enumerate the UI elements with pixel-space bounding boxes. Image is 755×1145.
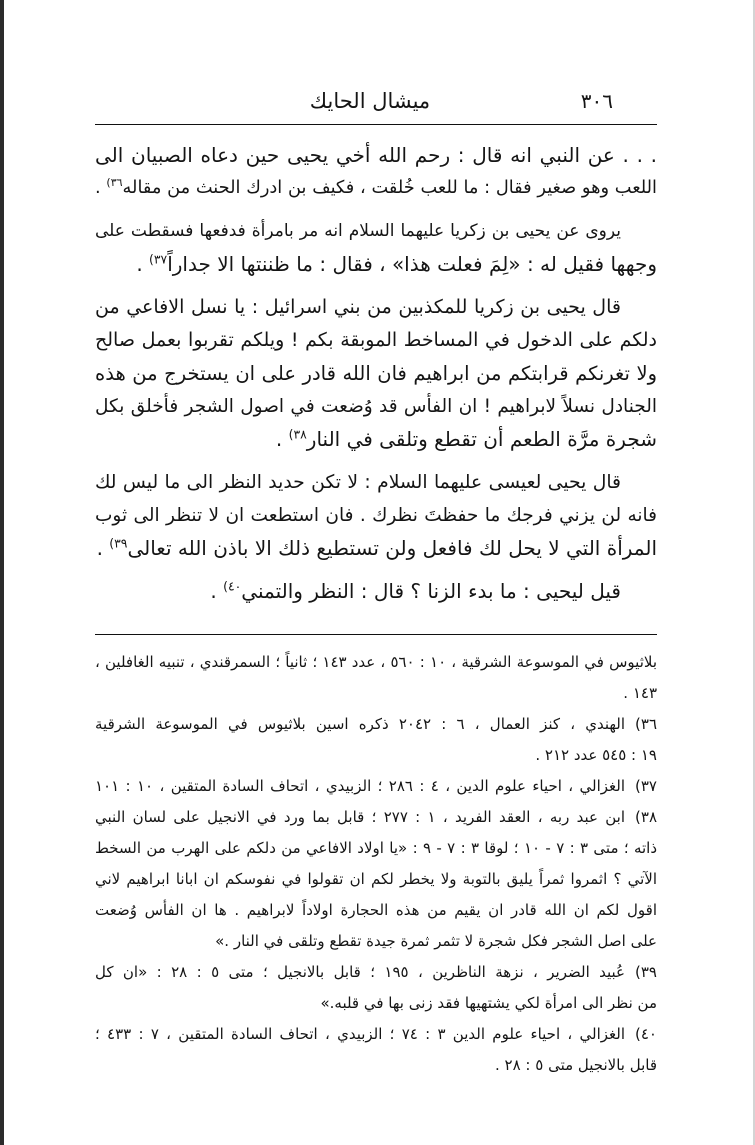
footnote-line: [95, 802, 657, 833]
main-text: [95, 139, 657, 618]
footnote-line: بلاثيوس في الموسوعة الشرقية ، ١٠ : ٥٦٠ ، عدد ١٤٣ ؛ ثانياً ؛ السمرقندي ، تنبيه الغافلين ،: [95, 653, 657, 671]
paragraph: [95, 139, 657, 205]
footnote-rule: [95, 634, 657, 635]
end-punctuation: .: [136, 252, 150, 276]
end-punctuation: .: [95, 178, 107, 198]
footnote-continued: [95, 647, 657, 709]
footnote-marker: ٣٨): [635, 808, 658, 826]
line-text: اللعب وهو صغير فقال : ما للعب خُلقت ، فكيف بن ادرك الحنث من مقاله: [122, 178, 657, 198]
line-text: قيل ليحيى : ما بدء الزنا ؟ قال : النظر والتمني: [241, 579, 621, 603]
paragraph: [95, 575, 657, 608]
page-number: ٣٠٦: [580, 89, 613, 113]
footnote-40: [95, 1019, 657, 1081]
text-line: دلكم على الدخول في المساخط الموبقة بكم ! ويلكم تقربوا بعمل صالح: [95, 329, 657, 351]
footnote-text: عُبيد الضرير ، نزهة الناظرين ، ١٩٥ ؛ قابل بالانجيل ؛ متى ٥ : ٢٨ : «ان كل: [95, 963, 626, 981]
footnote-ref: ٣٦): [106, 176, 123, 190]
text-line: [95, 532, 657, 565]
paragraph: [95, 466, 657, 565]
end-punctuation: .: [96, 536, 110, 560]
footnote-ref: ٣٨): [288, 426, 307, 442]
line-text: المرأة التي لا يحل لك فافعل ولن تستطيع ذلك الا باذن الله تعالى: [127, 536, 657, 560]
text-line: [95, 575, 657, 608]
footnote-37: [95, 771, 657, 802]
footnote-marker: ٣٦): [635, 715, 658, 733]
scan-edge: [0, 0, 4, 1145]
footnote-line: ١٤٣ .: [623, 684, 657, 702]
footnote-ref: ٤٠): [223, 578, 242, 594]
text-line: الجنادل نسلاً لابراهيم ! ان الفأس قد وُضعت في اصول الشجر فأخلق بكل: [95, 396, 657, 417]
footnote-line: ١٩ : ٥٤٥ عدد ٢١٢ .: [535, 746, 657, 764]
paragraph: [95, 215, 657, 281]
footnote-line: [95, 771, 657, 802]
footnote-text: الغزالي ، احياء علوم الدين ، ٤ : ٢٨٦ ؛ الزبيدي ، اتحاف السادة المتقين ، ١٠ : ١٠١: [95, 777, 626, 795]
footnote-line: [95, 709, 657, 740]
footnotes: [95, 647, 657, 1081]
footnote-marker: ٣٩): [635, 963, 657, 981]
text-line: [95, 172, 657, 205]
text-line: قال يحيى بن زكريا للمكذبين من بني اسرائيل : يا نسل الافاعي من: [95, 296, 621, 318]
page-header: [95, 84, 657, 118]
text-line: قال يحيى لعيسى عليهما السلام : لا تكن حديد النظر الى ما ليس لك: [95, 472, 621, 493]
footnote-38: [95, 802, 657, 957]
text-line: [95, 423, 657, 456]
footnote-line: اقول لكم ان الله قادر ان يقيم من هذه الحجارة اولاداً لابراهيم . ها ان الفأس وُضعت: [95, 901, 657, 919]
footnote-line: [95, 1019, 657, 1050]
footnote-text: ابن عبد ربه ، العقد الفريد ، ١ : ٢٧٧ ؛ قابل بما ورد في الانجيل على لسان النبي: [95, 808, 626, 826]
footnote-marker: ٣٧): [635, 777, 657, 795]
footnote-line: قابل بالانجيل متى ٥ : ٢٨ .: [494, 1056, 657, 1074]
footnote-text: الغزالي ، احياء علوم الدين ٣ : ٧٤ ؛ الزبيدي ، اتحاف السادة المتقين ، ٧ : ٤٣٣ ؛: [95, 1025, 625, 1043]
paragraph: [95, 291, 657, 456]
footnote-36: [95, 709, 657, 771]
text-line: . . . عن النبي انه قال : رحم الله أخي يحيى حين دعاه الصبيان الى: [95, 143, 657, 167]
running-title: ميشال الحايك: [309, 89, 431, 113]
footnote-39: [95, 957, 657, 1019]
footnote-line: الآتي ؟ اثمروا ثمراً يليق بالتوبة ولا يخطر لكم ان تقولوا في نفوسكم ان ابانا ابراهيم لاني: [95, 870, 657, 888]
footnote-line: ذاته ؛ متى ٣ : ٧ - ١٠ ؛ لوقا ٣ : ٧ - ٩ : «يا اولاد الافاعي من دلكم على الهرب من السخط: [95, 839, 658, 857]
text-line: [95, 248, 657, 281]
line-text: شجرة مرَّة الطعم أن تقطع وتلقى في النار: [306, 427, 657, 451]
text-line: ولا تغرنكم قرابتكم من ابراهيم فان الله قادر على ان يستخرج من هذه: [95, 362, 657, 385]
text-line: يروى عن يحيى بن زكريا عليهما السلام انه مر بامرأة فدفعها فسقطت على: [95, 221, 621, 241]
footnote-ref: ٣٧): [149, 251, 168, 267]
footnote-line: على اصل الشجر فكل شجرة لا تثمر ثمرة جيدة تقطع وتلقى في النار .»: [215, 932, 657, 950]
text-line: فانه لن يزني فرجك ما حفظتَ نظرك . فان استطعت ان لا تنظر الى ثوب: [95, 505, 657, 526]
footnote-line: [95, 957, 657, 988]
end-punctuation: .: [210, 579, 224, 603]
footnote-ref: ٣٩): [109, 535, 128, 551]
footnote-line: من نظر الى امرأة لكي يشتهيها فقد زنى بها في قلبه.»: [320, 994, 657, 1012]
footnote-text: الهندي ، كنز العمال ، ٦ : ٢٠٤٢ ذكره اسين بلاثيوس في الموسوعة الشرقية: [95, 715, 626, 733]
header-rule: [95, 124, 657, 125]
footnote-marker: ٤٠): [635, 1025, 657, 1043]
line-text: وجهها فقيل له : «لِمَ فعلت هذا» ، فقال : ما ظننتها الا جداراً: [167, 252, 657, 276]
end-punctuation: .: [275, 427, 289, 451]
